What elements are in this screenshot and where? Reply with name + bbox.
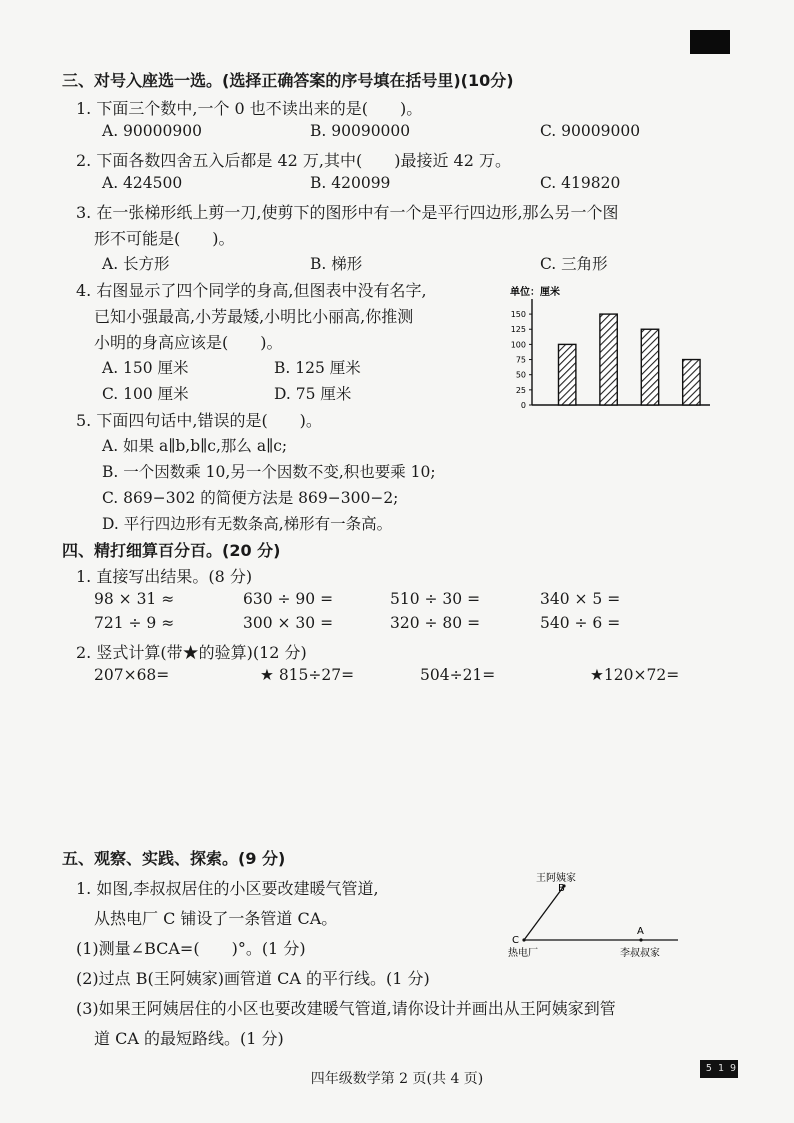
chart-y-tick-label: 75 — [515, 355, 526, 365]
q3-3-option-c: C. 三角形 — [540, 255, 608, 273]
label-wang-home: 王阿姨家 — [536, 873, 576, 884]
question-5-1-line1: 1. 如图,李叔叔居住的小区要改建暖气管道, — [76, 879, 379, 898]
q3-2-option-b: B. 420099 — [310, 174, 391, 192]
question-4-2: 2. 竖式计算(带★的验算)(12 分) — [76, 643, 307, 662]
q3-5-option-a: A. 如果 a∥b,b∥c,那么 a∥c; — [102, 437, 288, 455]
calc-1-4: 340 × 5 = — [540, 590, 621, 608]
corner-black-marker — [690, 30, 730, 54]
q3-1-option-b: B. 90090000 — [310, 122, 411, 140]
q3-1-option-c: C. 90009000 — [540, 122, 641, 140]
question-3-4-line1: 4. 右图显示了四个同学的身高,但图表中没有名字, — [76, 281, 427, 300]
question-3-1: 1. 下面三个数中,一个 0 也不读出来的是( )。 — [76, 99, 423, 118]
segment-cb — [524, 886, 564, 940]
section-5-title: 五、观察、实践、探索。(9 分) — [62, 849, 286, 868]
label-power-plant: 热电厂 — [508, 948, 538, 959]
q3-4-option-b: B. 125 厘米 — [274, 359, 361, 377]
q3-4-option-c: C. 100 厘米 — [102, 385, 189, 403]
q3-5-option-d: D. 平行四边形有无数条高,梯形有一条高。 — [102, 515, 393, 533]
q3-5-option-b: B. 一个因数乘 10,另一个因数不变,积也要乘 10; — [102, 463, 436, 481]
q3-3-option-b: B. 梯形 — [310, 255, 363, 273]
calc-1-1: 98 × 31 ≈ — [94, 590, 175, 608]
point-a — [639, 938, 642, 941]
q3-3-option-a: A. 长方形 — [102, 255, 170, 273]
label-a: A — [637, 926, 644, 937]
chart-y-tick-label: 50 — [515, 370, 526, 380]
vertical-calc-4: ★120×72= — [590, 666, 680, 684]
q3-4-option-d: D. 75 厘米 — [274, 385, 352, 403]
chart-y-tick-label: 25 — [515, 385, 526, 395]
pipeline-diagram — [500, 864, 700, 964]
calc-2-3: 320 ÷ 80 = — [390, 614, 481, 632]
chart-y-tick-label: 100 — [510, 340, 526, 350]
q3-2-option-c: C. 419820 — [540, 174, 621, 192]
question-3-4-line3: 小明的身高应该是( )。 — [94, 333, 283, 352]
calc-2-1: 721 ÷ 9 ≈ — [94, 614, 175, 632]
chart-bar-4 — [683, 360, 700, 405]
question-3-3-line1: 3. 在一张梯形纸上剪一刀,使剪下的图形中有一个是平行四边形,那么另一个图 — [76, 203, 619, 222]
label-b: B — [558, 883, 565, 894]
chart-bar-1 — [558, 344, 575, 405]
calc-2-2: 300 × 30 = — [243, 614, 334, 632]
question-3-3-line2: 形不可能是( )。 — [94, 229, 235, 248]
point-c — [522, 938, 525, 941]
calc-1-2: 630 ÷ 90 = — [243, 590, 334, 608]
chart-bar-3 — [641, 329, 658, 405]
page-corner-tab: 5 1 9 — [700, 1060, 738, 1078]
chart-unit-label: 单位：厘米 — [510, 287, 560, 298]
question-5-1-line2: 从热电厂 C 铺设了一条管道 CA。 — [94, 909, 338, 928]
q3-2-option-a: A. 424500 — [102, 174, 183, 192]
height-bar-chart — [500, 275, 720, 425]
question-4-1: 1. 直接写出结果。(8 分) — [76, 567, 253, 586]
vertical-calc-3: 504÷21= — [420, 666, 496, 684]
vertical-calc-2: ★ 815÷27= — [260, 666, 355, 684]
question-3-5: 5. 下面四句话中,错误的是( )。 — [76, 411, 322, 430]
question-5-1-part1: (1)测量∠BCA=( )°。(1 分) — [76, 939, 306, 958]
question-3-2: 2. 下面各数四舍五入后都是 42 万,其中( )最接近 42 万。 — [76, 151, 511, 170]
chart-y-tick-label: 125 — [510, 325, 526, 335]
question-3-4-line2: 已知小强最高,小芳最矮,小明比小丽高,你推测 — [94, 307, 414, 326]
question-5-1-part2: (2)过点 B(王阿姨家)画管道 CA 的平行线。(1 分) — [76, 969, 430, 988]
question-5-1-part3-line2: 道 CA 的最短路线。(1 分) — [94, 1029, 284, 1048]
chart-y-tick-label: 0 — [520, 401, 526, 410]
question-5-1-part3-line1: (3)如果王阿姨居住的小区也要改建暖气管道,请你设计并画出从王阿姨家到管 — [76, 999, 616, 1018]
section-4-title: 四、精打细算百分百。(20 分) — [62, 541, 281, 560]
q3-5-option-c: C. 869−302 的简便方法是 869−300−2; — [102, 489, 399, 507]
chart-bar-2 — [600, 314, 617, 405]
page-footer: 四年级数学第 2 页(共 4 页) — [310, 1071, 484, 1087]
calc-1-3: 510 ÷ 30 = — [390, 590, 481, 608]
label-li-home: 李叔叔家 — [620, 948, 660, 959]
q3-4-option-a: A. 150 厘米 — [102, 359, 189, 377]
calc-2-4: 540 ÷ 6 = — [540, 614, 621, 632]
chart-y-tick-label: 150 — [510, 310, 526, 320]
section-3-title: 三、对号入座选一选。(选择正确答案的序号填在括号里)(10分) — [62, 71, 514, 90]
label-c: C — [512, 935, 519, 946]
vertical-calc-1: 207×68= — [94, 666, 170, 684]
q3-1-option-a: A. 90000900 — [102, 122, 202, 140]
